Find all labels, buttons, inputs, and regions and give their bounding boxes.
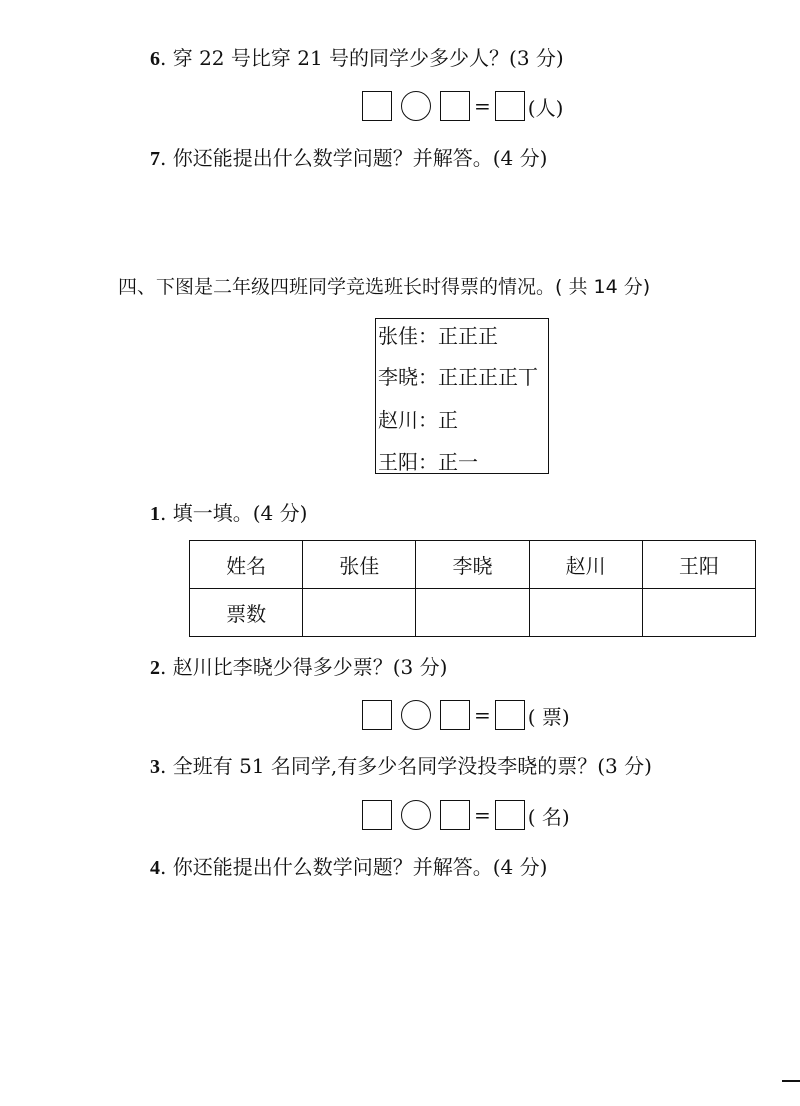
header-cell: 李晓 [416, 541, 529, 589]
question-1 [150, 497, 307, 526]
question-number: 4 [150, 857, 160, 879]
tally-marks: ：正正正 [418, 324, 498, 348]
candidate-name: 王阳 [378, 450, 418, 474]
equals-sign: = [474, 703, 491, 727]
answer-box-result[interactable] [495, 91, 525, 121]
question-number: 7 [150, 148, 160, 170]
tally-marks: ：正 [418, 408, 458, 432]
question-number: 1 [150, 503, 160, 525]
operator-circle[interactable] [401, 700, 431, 730]
question-6 [150, 42, 564, 71]
row-label-cell: 票数 [190, 589, 303, 637]
unit-label: (人) [527, 95, 564, 120]
candidate-name: 李晓 [378, 365, 418, 389]
equation-q2 [362, 698, 570, 732]
equation-q3 [362, 798, 570, 832]
candidate-name: 赵川 [378, 408, 418, 432]
question-text: . 穿 22 号比穿 21 号的同学少多少人？(3 分) [160, 46, 564, 70]
header-cell: 赵川 [529, 541, 642, 589]
tally-chart [375, 318, 549, 474]
candidate-name: 张佳 [378, 324, 418, 348]
equals-sign: = [474, 803, 491, 827]
votes-table [189, 540, 756, 637]
operator-circle[interactable] [401, 91, 431, 121]
header-cell: 姓名 [190, 541, 303, 589]
tally-marks: ：正正正正丅 [418, 365, 538, 389]
answer-box-result[interactable] [495, 700, 525, 730]
equals-sign: = [474, 94, 491, 118]
answer-box-result[interactable] [495, 800, 525, 830]
question-number: 3 [150, 756, 160, 778]
question-number: 6 [150, 48, 160, 70]
vote-count-cell[interactable] [303, 589, 416, 637]
tally-row [378, 446, 478, 475]
header-cell: 张佳 [303, 541, 416, 589]
question-text: . 全班有 51 名同学,有多少名同学没投李晓的票？(3 分) [160, 754, 652, 778]
tally-row [378, 320, 498, 349]
answer-box-2[interactable] [440, 700, 470, 730]
operator-circle[interactable] [401, 800, 431, 830]
unit-label: ( 票) [527, 704, 570, 729]
answer-box-1[interactable] [362, 91, 392, 121]
vote-count-cell[interactable] [416, 589, 529, 637]
equation-q6 [362, 89, 563, 123]
page-edge-mark [782, 1080, 800, 1082]
answer-box-2[interactable] [440, 91, 470, 121]
question-text: . 赵川比李晓少得多少票？(3 分) [160, 655, 448, 679]
table-row [190, 589, 756, 637]
question-number: 2 [150, 657, 160, 679]
tally-row [378, 361, 538, 390]
answer-box-1[interactable] [362, 700, 392, 730]
vote-count-cell[interactable] [642, 589, 755, 637]
question-text: . 填一填。(4 分) [160, 501, 308, 525]
question-4 [150, 851, 547, 880]
vote-count-cell[interactable] [529, 589, 642, 637]
question-7 [150, 142, 547, 171]
table-header-row [190, 541, 756, 589]
tally-row [378, 404, 458, 433]
answer-box-1[interactable] [362, 800, 392, 830]
header-cell: 王阳 [642, 541, 755, 589]
question-2 [150, 651, 447, 680]
answer-box-2[interactable] [440, 800, 470, 830]
question-text: . 你还能提出什么数学问题？并解答。(4 分) [160, 146, 548, 170]
question-3 [150, 750, 652, 779]
unit-label: ( 名) [527, 804, 570, 829]
question-text: . 你还能提出什么数学问题？并解答。(4 分) [160, 855, 548, 879]
tally-marks: ：正一 [418, 450, 478, 474]
section-4-heading: 四、下图是二年级四班同学竞选班长时得票的情况。( 共 14 分) [118, 276, 651, 298]
